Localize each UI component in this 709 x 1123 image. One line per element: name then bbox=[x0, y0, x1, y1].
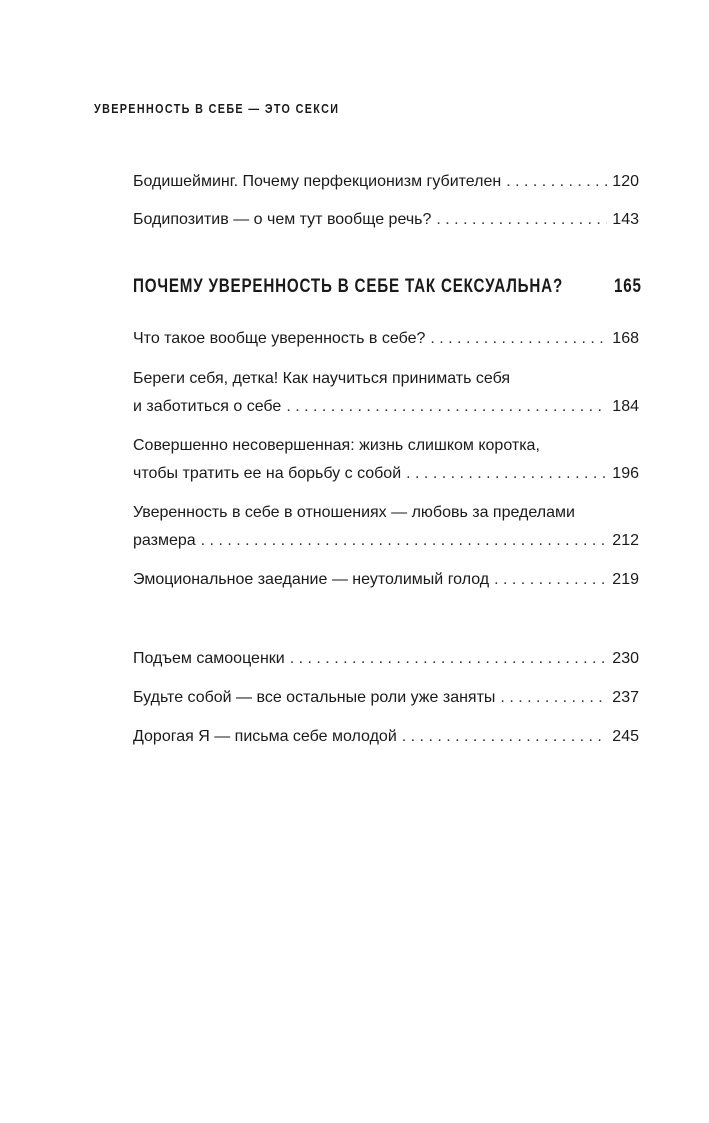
toc-leader-dots bbox=[201, 531, 608, 551]
toc-entry[interactable] bbox=[133, 688, 639, 708]
section-page: 165 bbox=[613, 276, 642, 297]
toc-entry[interactable] bbox=[133, 649, 639, 669]
toc-entry-page: 168 bbox=[612, 330, 639, 347]
toc-leader-dots bbox=[406, 464, 607, 484]
toc-entry-title: Подъем самооценки bbox=[133, 650, 285, 667]
toc-leader-dots bbox=[436, 210, 607, 230]
toc-entry-title: чтобы тратить ее на борьбу с собой bbox=[133, 465, 402, 482]
toc-entry[interactable] bbox=[133, 531, 639, 551]
toc-entry-title: размера bbox=[133, 532, 196, 549]
toc-entry-title: Будьте собой — все остальные роли уже заняты bbox=[133, 689, 496, 706]
toc-leader-dots bbox=[402, 727, 608, 747]
toc-leader-dots bbox=[506, 172, 607, 192]
toc-entry-title-line: Уверенность в себе в отношениях — любовь за пределами bbox=[133, 504, 575, 521]
toc-entry-title: Бодишейминг. Почему перфекционизм губителен bbox=[133, 173, 502, 190]
toc-entry-page: 120 bbox=[612, 173, 639, 190]
toc-entry-page: 219 bbox=[612, 571, 639, 588]
toc-entry-page: 237 bbox=[612, 689, 639, 706]
toc-leader-dots bbox=[500, 688, 607, 708]
toc-entry-page: 143 bbox=[612, 211, 639, 228]
toc-entry[interactable] bbox=[133, 397, 639, 417]
toc-entry[interactable] bbox=[133, 329, 639, 349]
toc-entry-title: Бодипозитив — о чем тут вообще речь? bbox=[133, 211, 432, 228]
toc-leader-dots bbox=[494, 570, 607, 590]
toc-entry-title: Что такое вообще уверенность в себе? bbox=[133, 330, 426, 347]
toc-entry[interactable] bbox=[133, 172, 639, 192]
toc-entry[interactable] bbox=[133, 210, 639, 230]
toc-entry-title: Эмоциональное заедание — неутолимый голод bbox=[133, 571, 490, 588]
toc-entry-page: 245 bbox=[612, 728, 639, 745]
toc-entry-title-line: Береги себя, детка! Как научиться принимать себя bbox=[133, 370, 511, 387]
toc-leader-dots bbox=[430, 329, 607, 349]
toc-leader-dots bbox=[290, 649, 608, 669]
toc-entry-title: Дорогая Я — письма себе молодой bbox=[133, 728, 397, 745]
toc-entry[interactable] bbox=[133, 464, 639, 484]
toc-entry[interactable] bbox=[133, 727, 639, 747]
toc-entry[interactable] bbox=[133, 570, 639, 590]
running-head: УВЕРЕННОСТЬ В СЕБЕ — ЭТО СЕКСИ bbox=[94, 102, 340, 116]
toc-entry-page: 230 bbox=[612, 650, 639, 667]
toc-entry-page: 196 bbox=[612, 465, 639, 482]
toc-entry-page: 212 bbox=[612, 532, 639, 549]
toc-entry-title-line: Совершенно несовершенная: жизнь слишком коротка, bbox=[133, 437, 540, 454]
toc-leader-dots bbox=[286, 397, 607, 417]
toc-entry-page: 184 bbox=[612, 398, 639, 415]
toc-section-heading[interactable] bbox=[133, 275, 642, 299]
toc-entry-title: и заботиться о себе bbox=[133, 398, 282, 415]
section-title: ПОЧЕМУ УВЕРЕННОСТЬ В СЕБЕ ТАК СЕКСУАЛЬНА? bbox=[133, 276, 564, 297]
